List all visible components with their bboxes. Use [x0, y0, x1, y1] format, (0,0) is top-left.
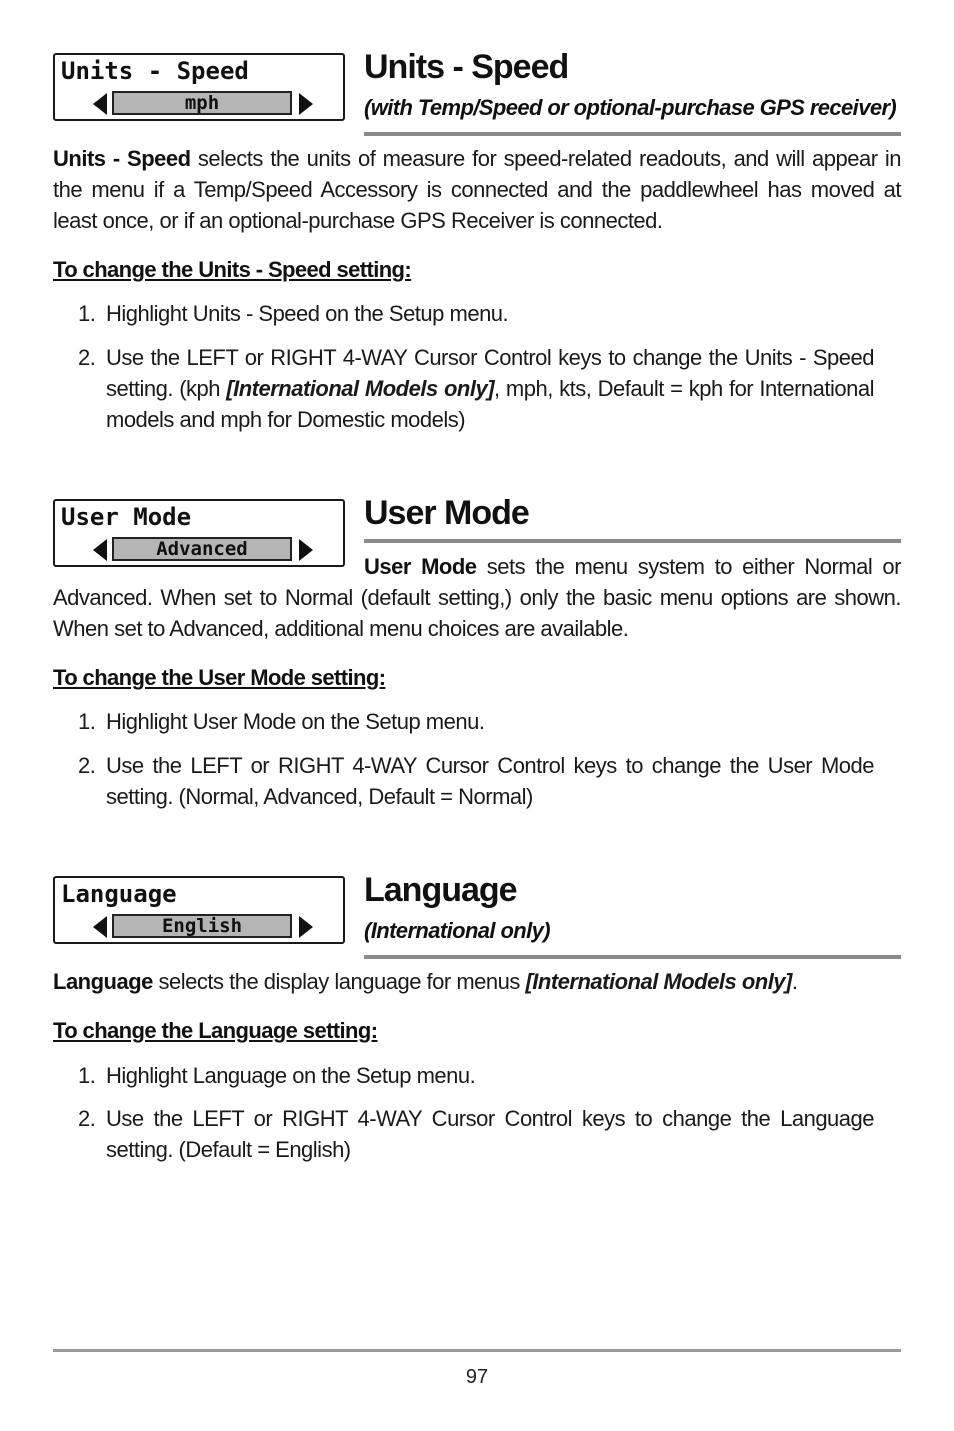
desc-emphasis: [International Models only]: [525, 969, 792, 994]
right-arrow-icon: [299, 93, 313, 115]
step-text-part: , mph, kts, Default = kph for International models and mph for Domestic models): [106, 376, 875, 432]
list-item: [78, 298, 874, 329]
section-description: [53, 966, 901, 997]
desc-text-end: .: [791, 969, 798, 994]
widget-label: Units - Speed: [61, 57, 249, 85]
list-item: [78, 1060, 874, 1091]
desc-term: User Mode: [364, 554, 477, 579]
left-arrow-icon: [93, 93, 107, 115]
desc-term: Language: [53, 969, 153, 994]
section-heading: User Mode: [364, 494, 529, 532]
section-rule: [364, 955, 901, 959]
desc-term: Units - Speed: [53, 146, 191, 171]
list-item: [78, 1103, 874, 1165]
step-text-emphasis: [International Models only]: [226, 376, 495, 401]
step-text-part: Use the LEFT or RIGHT 4-WAY Cursor Control keys to change the Units - Speed setting. (kph: [106, 345, 874, 401]
widget-label: User Mode: [61, 503, 192, 531]
left-arrow-icon: [93, 916, 107, 938]
section-description: [53, 551, 901, 644]
desc-text: sets the menu system to either Normal or Advanced. When set to Normal (default setting,) only the basic menu options are shown. When set to Advanced, additional menu choices are available.: [53, 554, 901, 641]
widget-value: Advanced: [112, 537, 292, 561]
list-item: [78, 750, 874, 812]
section-rule: [364, 132, 901, 136]
step-number: 1.: [78, 709, 96, 734]
section-subtitle: (International only): [364, 918, 551, 943]
list-item: [78, 342, 874, 435]
step-number: 2.: [78, 753, 96, 778]
desc-text: selects the display language for menus: [152, 969, 526, 994]
step-text: [106, 342, 874, 435]
language-menu-widget: [53, 876, 345, 944]
step-text: Use the LEFT or RIGHT 4-WAY Cursor Control keys to change the User Mode setting. (Normal, Advanced, Default = Normal): [106, 753, 874, 809]
step-number: 1.: [78, 1063, 96, 1088]
section-subtitle: (with Temp/Speed or optional-purchase GPS receiver): [364, 95, 897, 120]
right-arrow-icon: [299, 916, 313, 938]
step-text: Use the LEFT or RIGHT 4-WAY Cursor Control keys to change the Language setting. (Default = English): [106, 1106, 874, 1162]
step-number: 2.: [78, 345, 96, 370]
desc-text: selects the units of measure for speed-related readouts, and will appear in the menu if a Temp/Speed Accessory is connected and the paddlewheel has moved at least once, or if an optional-purchase GPS Receiver is connected.: [53, 146, 901, 233]
widget-label: Language: [61, 880, 177, 908]
page-number: 97: [465, 1366, 489, 1388]
step-number: 1.: [78, 301, 96, 326]
step-number: 2.: [78, 1106, 96, 1131]
footer-rule: [53, 1349, 901, 1352]
change-setting-heading: To change the Units - Speed setting:: [53, 257, 412, 282]
section-heading: Units - Speed: [364, 48, 569, 86]
units-speed-menu-widget: [53, 53, 345, 121]
widget-value: English: [112, 914, 292, 938]
change-setting-heading: To change the User Mode setting:: [53, 665, 386, 690]
change-setting-heading: To change the Language setting:: [53, 1018, 378, 1043]
widget-value: mph: [112, 91, 292, 115]
list-item: [78, 706, 874, 737]
section-description: [53, 143, 901, 236]
section-rule: [364, 539, 901, 543]
step-text: Highlight User Mode on the Setup menu.: [106, 709, 485, 734]
section-heading: Language: [364, 871, 517, 909]
step-text: Highlight Language on the Setup menu.: [106, 1063, 476, 1088]
step-text: Highlight Units - Speed on the Setup menu.: [106, 301, 509, 326]
